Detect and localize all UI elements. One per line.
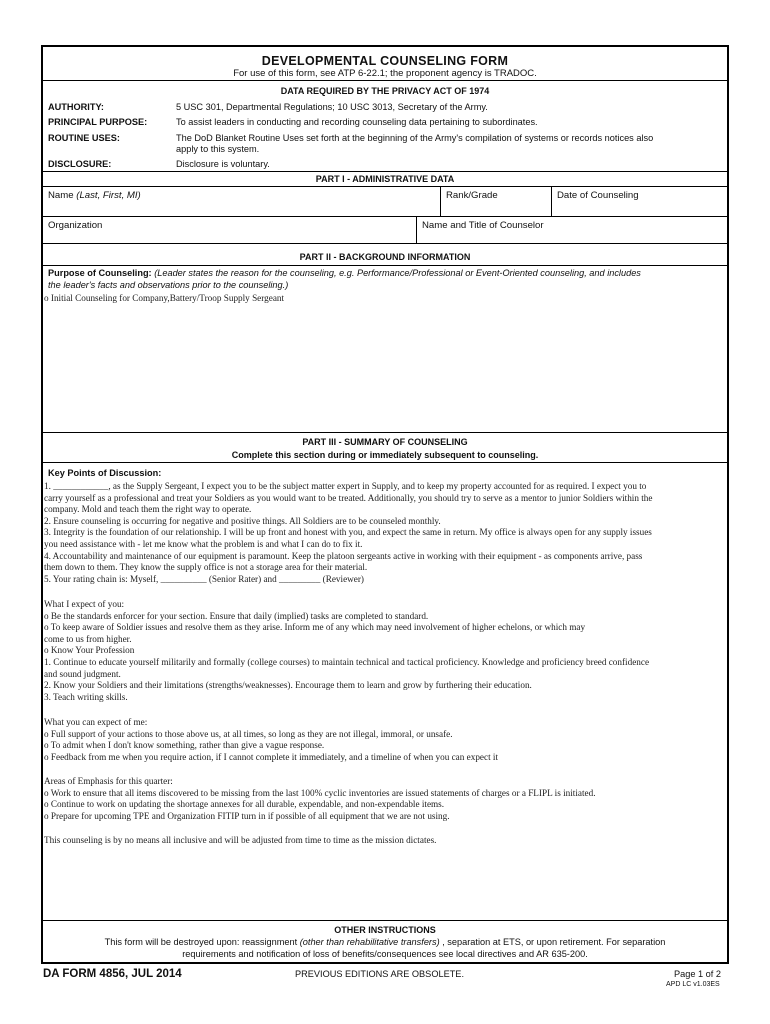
divider <box>551 186 552 216</box>
part3-subheading: Complete this section during or immediately subsequent to counseling. <box>231 450 539 460</box>
areas-of-emphasis-text[interactable]: Areas of Emphasis for this quarter: o Work to ensure that all items discovered to be missing from the last 100% cyclic inventories are issued statements of charges or a FLIPL is initiated. o Continue to work on updating the shortage annexes for all durable, expendable, and non-expendable items. o Prepare for upcoming TPE and Organization FITIP turn in if possible of all equipment that we are not using. <box>44 776 596 821</box>
other-line-1-italic: (other than rehabilitative transfers) <box>299 937 440 947</box>
privacy-heading: DATA REQUIRED BY THE PRIVACY ACT OF 1974 <box>280 86 490 96</box>
form-subtitle: For use of this form, see ATP 6-22.1; the proponent agency is TRADOC. <box>233 68 537 79</box>
authority-text: 5 USC 301, Departmental Regulations; 10 USC 3013, Secretary of the Army. <box>176 102 488 112</box>
name-field-label[interactable] <box>48 190 141 201</box>
counseling-form <box>41 45 729 964</box>
date-of-counseling-field[interactable]: Date of Counseling <box>557 190 639 201</box>
authority-label: AUTHORITY: <box>48 102 104 112</box>
key-points-text[interactable]: 1. ____________, as the Supply Sergeant, I expect you to be the subject matter expert in Supply, and to keep my property accounted for as required. I expect you to carry yourself as a professional and treat your Soldiers as you would want to be treated. Additionally, you should try to serve as a mentor to junior Soldiers within the company. Mold and teach them the right way to operate. 2. Ensure counseling is occurring for negative and positive things. All Soldiers are to be counseled monthly. 3. Integrity is the foundation of our relationship. I will be up front and honest with you, and expect the same in return. My office is always open for any supply issues you need assistance with - let me know what the problem is and what I can do to fix it. 4. Accountability and maintenance of our equipment is paramount. Keep the platoon sergeants active in working with their equipment - as components arrive, pass them down to them. They know the supply office is not a storage area for their material. 5. Your rating chain is: Myself, __________ (Senior Rater) and _________ (Reviewer) <box>44 481 653 584</box>
divider <box>416 216 417 243</box>
name-label: Name <box>48 190 74 201</box>
previous-editions-note: PREVIOUS EDITIONS ARE OBSOLETE. <box>295 969 464 979</box>
name-hint: (Last, First, MI) <box>76 190 141 201</box>
key-points-label: Key Points of Discussion: <box>48 468 162 478</box>
other-line-1-a: This form will be destroyed upon: reassignment <box>104 937 300 947</box>
page-number: Page 1 of 2 <box>674 969 721 979</box>
divider <box>43 80 727 81</box>
principal-purpose-text: To assist leaders in conducting and recording counseling data pertaining to subordinates. <box>176 117 538 127</box>
disclosure-label: DISCLOSURE: <box>48 159 112 169</box>
divider <box>43 171 727 172</box>
purpose-label: Purpose of Counseling: <box>48 268 152 278</box>
divider <box>43 432 727 433</box>
purpose-value[interactable]: o Initial Counseling for Company,Battery/Troop Supply Sergeant <box>44 293 285 303</box>
other-instructions-line-1 <box>43 937 727 947</box>
part3-heading: PART III - SUMMARY OF COUNSELING <box>302 437 468 447</box>
form-title: DEVELOPMENTAL COUNSELING FORM <box>261 54 509 68</box>
disclosure-text: Disclosure is voluntary. <box>176 159 270 169</box>
part1-heading: PART I - ADMINISTRATIVE DATA <box>315 174 455 184</box>
divider <box>43 243 727 244</box>
routine-uses-label: ROUTINE USES: <box>48 133 120 143</box>
routine-uses-text: The DoD Blanket Routine Uses set forth at the beginning of the Army's compilation of systems or records notices also apply to this system. <box>176 133 654 154</box>
divider <box>43 920 727 921</box>
divider <box>43 186 727 187</box>
organization-field[interactable]: Organization <box>48 220 103 231</box>
other-instructions-line-2: requirements and notification of loss of benefits/consequences see local directives and AR 635-200. <box>182 949 588 959</box>
divider <box>43 462 727 463</box>
divider <box>43 216 727 217</box>
principal-purpose-label: PRINCIPAL PURPOSE: <box>48 117 148 127</box>
divider <box>440 186 441 216</box>
counselor-field[interactable]: Name and Title of Counselor <box>422 220 544 231</box>
purpose-hint: (Leader states the reason for the counseling, e.g. Performance/Professional or Event-Oriented counseling, and includes <box>154 268 641 278</box>
other-instructions-heading: OTHER INSTRUCTIONS <box>334 925 436 935</box>
what-to-expect-text[interactable]: What you can expect of me: o Full support of your actions to those above us, at all times, so long as they are not illegal, immoral, or unsafe. o To admit when I don't know something, rather than give a vague response. o Feedback from me when you require action, if I cannot complete it immediately, and a timeline of when you can expect it <box>44 717 499 762</box>
form-number: DA FORM 4856, JUL 2014 <box>43 968 182 980</box>
other-line-1-b: , separation at ETS, or upon retirement. For separation <box>439 937 666 947</box>
purpose-of-counseling <box>48 268 723 278</box>
rank-grade-field[interactable]: Rank/Grade <box>446 190 498 201</box>
expectations-text[interactable]: What I expect of you: o Be the standards enforcer for your section. Ensure that daily (implied) tasks are completed to standard. o To keep aware of Soldier issues and resolve them as they arise. Inform me of any which may need involvement of higher echelons, or which may come to us from higher. o Know Your Profession 1. Continue to educate yourself militarily and formally (college courses) to maintain technical and tactical proficiency. Knowledge and proficiency breed confidence and sound judgment. 2. Know your Soldiers and their limitations (strengths/weaknesses). Encourage them to learn and grow by furthering their education. 3. Teach writing skills. <box>44 599 650 702</box>
divider <box>43 265 727 266</box>
purpose-hint-line-2: the leader's facts and observations prior to the counseling.) <box>48 280 289 290</box>
part2-heading: PART II - BACKGROUND INFORMATION <box>299 252 471 262</box>
version-label: APD LC v1.03ES <box>666 981 720 988</box>
closing-text[interactable]: This counseling is by no means all inclusive and will be adjusted from time to time as the mission dictates. <box>44 835 437 845</box>
